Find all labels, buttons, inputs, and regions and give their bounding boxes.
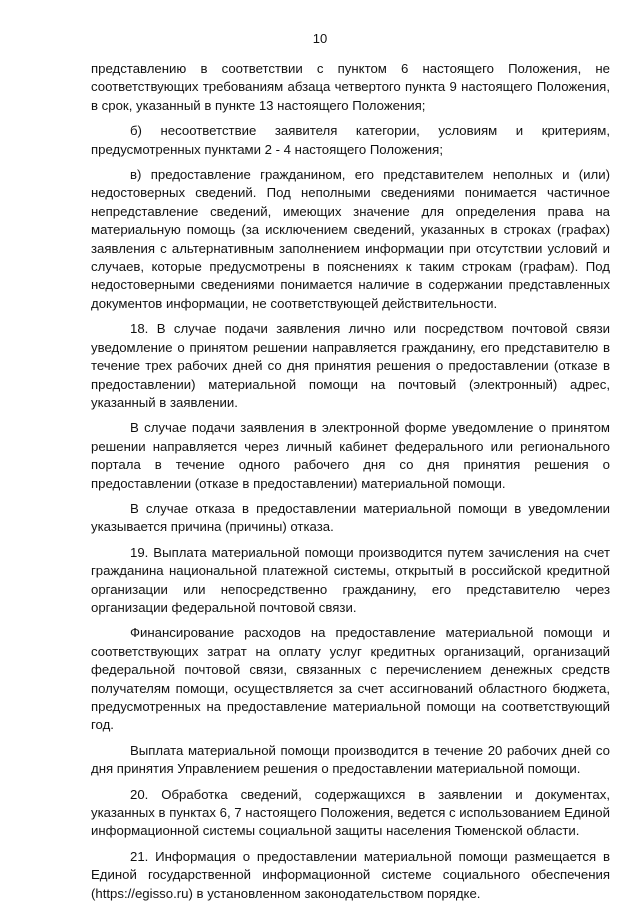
paragraph-subitem-b: б) несоответствие заявителя категории, условиям и критериям, предусмотренных пунктами 2 - 4 настоящего Положения; bbox=[91, 123, 610, 157]
paragraph-19-financing: Финансирование расходов на предоставление материальной помощи и соответствующих затрат на оплату услуг кредитных организаций, организаций федеральной почтовой связи, связанных с перечислением денежных средств получателям помощи, осуществляется за счет ассигнований областного бюджета, предусмотренных на предоставление материальной помощи на соответствующий год. bbox=[91, 625, 610, 733]
paragraph-18: 18. В случае подачи заявления лично или посредством почтовой связи уведомление о принятом решении направляется гражданину, его представителю в течение трех рабочих дней со дня принятия решения о предоставлении (отказе в предоставлении) материальной помощи на почтовый (электронный) адрес, указанный в заявлении. bbox=[91, 321, 610, 410]
paragraph-19-payment-term: Выплата материальной помощи производится в течение 20 рабочих дней со дня принятия Управлением решения о предоставлении материальной помощи. bbox=[91, 742, 610, 777]
paragraph-18-electronic: В случае подачи заявления в электронной форме уведомление о принятом решении направляется через личный кабинет федерального или регионального портала в течение одного рабочего дня со дня принятия решения о предоставлении (отказе в предоставлении) материальной помощи. bbox=[91, 420, 610, 491]
paragraph-subitem-v: в) предоставление гражданином, его представителем неполных и (или) недостоверных сведений. Под неполными сведениями понимается частичное непредставление сведений, имеющих значение для определения права на материальную помощь (за исключением сведений, указанных в строках (графах) заявления с альтернативным заполнением информации при отсутствии условий и случаев, которые предусмотрены в пояснениях к таким строкам (графам). Под недостоверными сведениями понимается наличие в содержании представленных документов информации, не соответствующей действительности. bbox=[91, 167, 610, 311]
document-body bbox=[91, 60, 610, 910]
paragraph-continuation: представлению в соответствии с пунктом 6 настоящего Положения, не соответствующих требованиям абзаца четвертого пункта 9 настоящего Положения, в срок, указанный в пункте 13 настоящего Положения; bbox=[91, 61, 610, 113]
page-number: 10 bbox=[312, 31, 328, 46]
paragraph-19: 19. Выплата материальной помощи производится путем зачисления на счет гражданина национальной платежной системы, открытый в российской кредитной организации или непосредственно гражданину, его представителю через организации федеральной почтовой связи. bbox=[91, 544, 610, 615]
paragraph-20: 20. Обработка сведений, содержащихся в заявлении и документах, указанных в пунктах 6, 7 настоящего Положения, ведется с использованием Единой информационной системы социальной защиты населения Тюменской области. bbox=[91, 786, 610, 839]
paragraph-21: 21. Информация о предоставлении материальной помощи размещается в Единой государственной информационной системе социального обеспечения (https://egisso.ru) в установленном законодательством порядке. bbox=[91, 848, 610, 901]
paragraph-18-refusal: В случае отказа в предоставлении материальной помощи в уведомлении указывается причина (причины) отказа. bbox=[91, 500, 610, 535]
